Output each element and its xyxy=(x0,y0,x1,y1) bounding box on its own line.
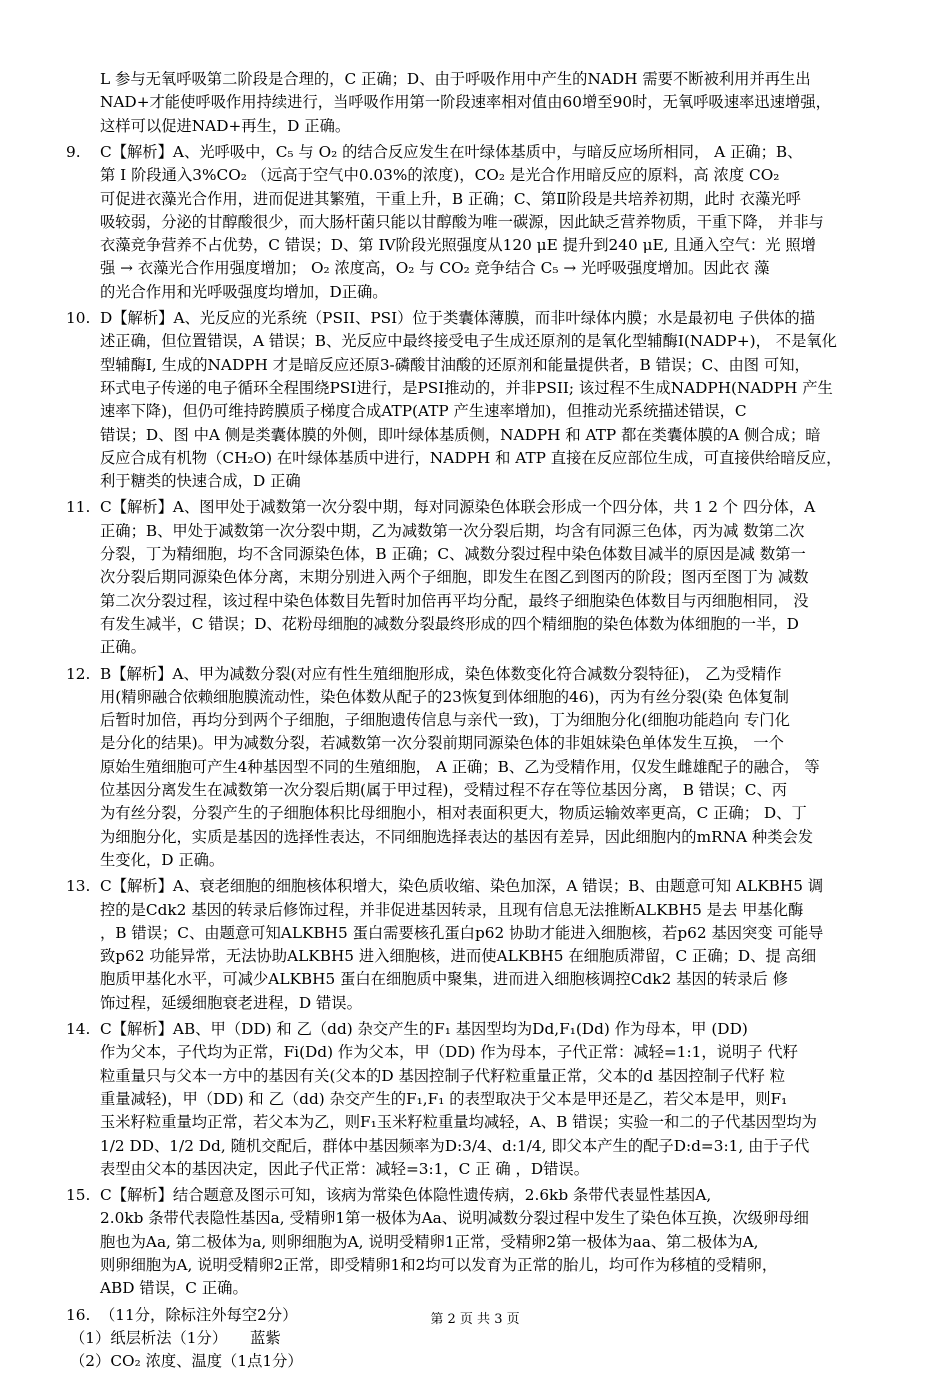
text-line: B【解析】A、甲为减数分裂(对应有性生殖细胞形成，染色体数变化符合减数分裂特征)， 乙为受精作 xyxy=(100,664,782,683)
text-line: ABD 错误，C 正确。 xyxy=(100,1279,248,1298)
text-line: 原始生殖细胞可产生4种基因型不同的生殖细胞， A 正确；B、乙为受精作用，仅发生雌雄配子的融合， 等 xyxy=(100,757,820,776)
text-line: 强 → 衣藻光合作用强度增加； O₂ 浓度高，O₂ 与 CO₂ 竞争结合 C₅ → 光呼吸强度增加。因此衣 藻 xyxy=(100,259,770,278)
text-line: 有发生减半，C 错误；D、花粉母细胞的减数分裂最终形成的四个精细胞的染色体数为体细胞的一半，D xyxy=(100,614,799,633)
text-line: （11分，除标注外每空2分） xyxy=(100,1305,298,1324)
text-line: 为细胞分化，实质是基因的选择性表达，不同细胞选择表达的基因有差异，因此细胞内的mRNA 种类会发 xyxy=(100,827,814,846)
text-line: C【解析】结合题意及图示可知，该病为常染色体隐性遗传病，2.6kb 条带代表显性基因A, xyxy=(100,1186,712,1205)
text-line: 衣藻竞争营养不占优势，C 错误；D、第 IV阶段光照强度从120 μE 提升到240 μE, 且通入空气：光 照增 xyxy=(100,236,816,255)
page-footer: 第 2 页 共 3 页 xyxy=(430,1312,520,1327)
text-line: 是分化的结果)。甲为减数分裂，若减数第一次分裂前期同源染色体的非姐妹染色单体发生互换， 一个 xyxy=(100,734,784,753)
text-line: 的光合作用和光呼吸强度均增加，D正确。 xyxy=(100,282,388,301)
text-line: 反应合成有机物（CH₂O) 在叶绿体基质中进行，NADPH 和 ATP 直接在反应部位生成，可直接供给暗反应， xyxy=(100,448,842,467)
text-line: 正确；B、甲处于减数第一次分裂中期，乙为减数第一次分裂后期，均含有同源三色体，丙为减 数第二次 xyxy=(100,521,805,540)
text-line: C【解析】AB、甲（DD) 和 乙（dd) 杂交产生的F₁ 基因型均为Dd,F₁(Dd) 作为母本，甲 (DD) xyxy=(100,1020,748,1038)
text-line: 2.0kb 条带代表隐性基因a, 受精卵1第一极体为Aa、说明减数分裂过程中发生了染色体互换，次级卵母细 xyxy=(100,1209,809,1228)
text-line: 则卵细胞为A, 说明受精卵2正常，即受精卵1和2均可以发育为正常的胎儿，均可作为移植的受精卵， xyxy=(100,1256,778,1274)
text-line: 可促进衣藻光合作用，进而促进其繁殖，干重上升，B 正确；C、第Ⅱ阶段是共培养初期，此时 衣藻光呼 xyxy=(100,189,801,208)
text-line: 型辅酶I, 生成的NADPH 才是暗反应还原3-磷酸甘油酸的还原剂和能量提供者，B 错误；C、由图 可知， xyxy=(100,355,810,374)
text-line: 玉米籽粒重量均正常，若父本为乙，则F₁玉米籽粒重量均减轻，A、B 错误；实验一和二的子代基因型均为 xyxy=(100,1113,817,1132)
text-line: 重量减轻)，甲（DD) 和 乙（dd) 杂交产生的F₁,F₁ 的表型取决于父本是甲还是乙，若父本是甲，则F₁ xyxy=(100,1089,788,1108)
text-line: 错误；D、图 中A 侧是类囊体膜的外侧，即叶绿体基质侧，NADPH 和 ATP 都在类囊体膜的A 侧合成；暗 xyxy=(100,425,821,444)
text-line: D【解析】A、光反应的光系统（PSII、PSI）位于类囊体薄膜，而非叶绿体内膜；水是最初电 子供体的描 xyxy=(100,309,816,327)
item-number: 10. xyxy=(66,309,91,327)
text-line: 位基因分离发生在减数第一次分裂后期(属于甲过程)，受精过程不存在等位基因分离， B 错误；C、丙 xyxy=(100,781,788,799)
item-number: 9. xyxy=(66,142,81,161)
item-number: 14. xyxy=(66,1020,91,1038)
text-line: 表型由父本的基因决定，因此子代正常：减轻=3:1，C 正 确 ，D错误。 xyxy=(100,1159,590,1178)
item-number: 16. xyxy=(66,1305,91,1324)
text-line: 述正确，但位置错误，A 错误；B、光反应中最终接受电子生成还原剂的是氧化型辅酶I(NADP+)， 不是氧化 xyxy=(100,332,837,351)
text-line: 利于糖类的快速合成，D 正确 xyxy=(100,472,301,491)
text-line: 正确。 xyxy=(100,638,146,657)
text-line: 为有丝分裂，分裂产生的子细胞体积比母细胞小，相对表面积更大，物质运输效率更高，C 正确； D、丁 xyxy=(100,804,807,823)
text-line: 1/2 DD、1/2 Dd, 随机交配后，群体中基因频率为D:3/4、d:1/4, 即父本产生的配子D:d=3:1, 由于子代 xyxy=(100,1136,810,1155)
item-number: 12. xyxy=(66,664,91,683)
text-line: ，B 错误；C、由题意可知ALKBH5 蛋白需要核孔蛋白p62 协助才能进入细胞核，若p62 基因突变 可能导 xyxy=(100,923,824,942)
item-number: 13. xyxy=(66,877,91,896)
text-line: NAD+才能使呼吸作用持续进行，当呼吸作用第一阶段速率相对值由60增至90时，无氧呼吸速率迅速增强， xyxy=(100,93,831,112)
text-line: 环式电子传递的电子循环全程围绕PSI进行，是PSI推动的，并非PSII; 该过程不生成NADPH(NADPH 产生 xyxy=(100,378,833,397)
text-line: 粒重量只与父本一方中的基因有关(父本的D 基因控制子代籽粒重量正常，父本的d 基因控制子代籽 粒 xyxy=(100,1066,786,1085)
text-line: 胞也为Aa, 第二极体为a, 则卵细胞为A, 说明受精卵1正常，受精卵2第一极体为aa、第二极体为A, xyxy=(100,1232,759,1251)
text-line: 第 I 阶段通入3%CO₂ （远高于空气中0.03%的浓度)，CO₂ 是光合作用暗反应的原料，高 浓度 CO₂ xyxy=(100,166,780,185)
text-line: 胞质甲基化水平，可减少ALKBH5 蛋白在细胞质中聚集，进而进入细胞核调控Cdk2 基因的转录后 修 xyxy=(100,970,789,989)
text-line: L 参与无氧呼吸第二阶段是合理的，C 正确；D、由于呼吸作用中产生的NADH 需要不断被利用并再生出 xyxy=(100,70,811,88)
text-line: 这样可以促进NAD+再生，D 正确。 xyxy=(100,116,351,135)
text-line: 后暂时加倍，再均分到两个子细胞，子细胞遗传信息与亲代一致)，丁为细胞分化(细胞功能趋向 专门化 xyxy=(100,711,790,730)
item-number: 15. xyxy=(66,1186,91,1205)
text-line: （1）纸层析法（1分） 蓝紫 xyxy=(70,1328,281,1347)
text-line: 致p62 功能异常，无法协助ALKBH5 进入细胞核，进而使ALKBH5 在细胞质滞留，C 正确；D、提 高细 xyxy=(100,947,817,966)
text-line: 第二次分裂过程，该过程中染色体数目先暂时加倍再平均分配，最终子细胞染色体数目与丙细胞相同， 没 xyxy=(100,591,809,610)
text-line: C【解析】A、光呼吸中，C₅ 与 O₂ 的结合反应发生在叶绿体基质中，与暗反应场所相同， A 正确；B、 xyxy=(100,142,803,161)
text-line: 饰过程，延缓细胞衰老进程，D 错误。 xyxy=(100,993,362,1012)
text-line: C【解析】A、衰老细胞的细胞核体积增大，染色质收缩、染色加深，A 错误；B、由题意可知 ALKBH5 调 xyxy=(100,877,824,896)
text-line: 吸较弱，分泌的甘醇酸很少，而大肠杆菌只能以甘醇酸为唯一碳源，因此缺乏营养物质，干重下降， 并非与 xyxy=(100,212,824,231)
text-line: 控的是Cdk2 基因的转录后修饰过程，并非促进基因转录，且现有信息无法推断ALKBH5 是去 甲基化酶 xyxy=(100,900,804,919)
text-line: 次分裂后期同源染色体分离，末期分别进入两个子细胞，即发生在图乙到图丙的阶段；图丙至图丁为 减数 xyxy=(100,568,809,587)
text-line: 用(精卵融合依赖细胞膜流动性，染色体数从配子的23恢复到体细胞的46)，丙为有丝分裂(染 色体复制 xyxy=(100,687,789,706)
text-line: 作为父本，子代均为正常，Fi(Dd) 作为父本，甲（DD) 作为母本，子代正常：减轻=1:1，说明子 代籽 xyxy=(100,1043,799,1062)
text-line: 速率下降)，但仍可维持跨膜质子梯度合成ATP(ATP 产生速率增加)，但推动光系统描述错误，C xyxy=(100,402,747,421)
item-number: 11. xyxy=(66,498,91,517)
text-line: 分裂，丁为精细胞，均不含同源染色体，B 正确；C、减数分裂过程中染色体数目减半的原因是减 数第一 xyxy=(100,545,806,563)
text-line: C【解析】A、图甲处于减数第一次分裂中期，每对同源染色体联会形成一个四分体，共 1 2 个 四分体，A xyxy=(100,498,816,517)
text-line: 生变化，D 正确。 xyxy=(100,850,225,869)
text-line: （2）CO₂ 浓度、温度（1点1分） xyxy=(70,1352,303,1371)
